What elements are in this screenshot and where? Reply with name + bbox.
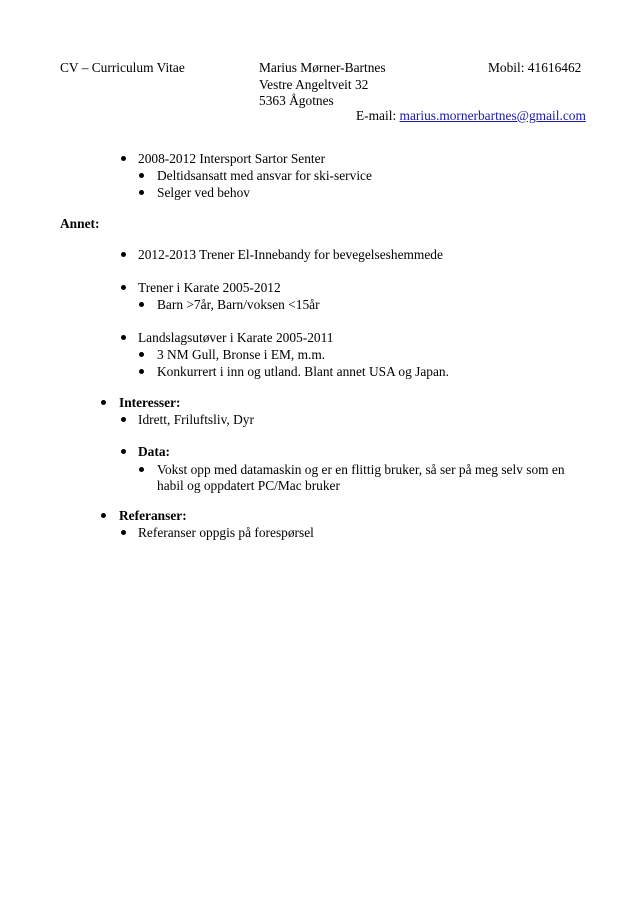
- annet-item: 2012-2013 Trener El-Innebandy for bevegelseshemmede: [138, 247, 443, 262]
- data-heading: Data:: [138, 444, 170, 459]
- full-name: Marius Mørner-Bartnes: [259, 60, 386, 75]
- work-detail: Selger ved behov: [157, 185, 250, 200]
- annet-heading: Annet:: [60, 216, 100, 231]
- annet-subitem: Barn >7år, Barn/voksen <15år: [157, 297, 320, 312]
- work-detail: Deltidsansatt med ansvar for ski-service: [157, 168, 372, 183]
- bullet-icon: [121, 252, 126, 257]
- referanser-item: Referanser oppgis på forespørsel: [138, 525, 314, 540]
- bullet-icon: [121, 530, 126, 535]
- bullet-icon: [139, 190, 144, 195]
- address-postal: 5363 Ågotnes: [259, 93, 334, 108]
- annet-item: Landslagsutøver i Karate 2005-2011: [138, 330, 334, 345]
- bullet-icon: [101, 400, 106, 405]
- bullet-icon: [121, 449, 126, 454]
- bullet-icon: [139, 369, 144, 374]
- bullet-icon: [139, 467, 144, 472]
- data-text-line2: habil og oppdatert PC/Mac bruker: [157, 478, 340, 493]
- email-link[interactable]: marius.mornerbartnes@gmail.com: [399, 108, 586, 123]
- bullet-icon: [121, 285, 126, 290]
- bullet-icon: [121, 417, 126, 422]
- cv-title: CV – Curriculum Vitae: [60, 60, 185, 75]
- email-label: E-mail:: [356, 108, 397, 123]
- bullet-icon: [121, 156, 126, 161]
- email-line: [356, 108, 586, 124]
- interesser-heading: Interesser:: [119, 395, 181, 410]
- annet-item: Trener i Karate 2005-2012: [138, 280, 281, 295]
- bullet-icon: [121, 335, 126, 340]
- address-street: Vestre Angeltveit 32: [259, 77, 369, 92]
- referanser-heading: Referanser:: [119, 508, 187, 523]
- mobile-number: Mobil: 41616462: [488, 60, 582, 75]
- bullet-icon: [139, 302, 144, 307]
- data-text-line1: Vokst opp med datamaskin og er en flittig bruker, så ser på meg selv som en: [157, 462, 565, 477]
- bullet-icon: [101, 513, 106, 518]
- bullet-icon: [139, 352, 144, 357]
- interesser-item: Idrett, Friluftsliv, Dyr: [138, 412, 254, 427]
- work-job: 2008-2012 Intersport Sartor Senter: [138, 151, 326, 166]
- annet-subitem: Konkurrert i inn og utland. Blant annet USA og Japan.: [157, 364, 449, 379]
- annet-subitem: 3 NM Gull, Bronse i EM, m.m.: [157, 347, 326, 362]
- bullet-icon: [139, 173, 144, 178]
